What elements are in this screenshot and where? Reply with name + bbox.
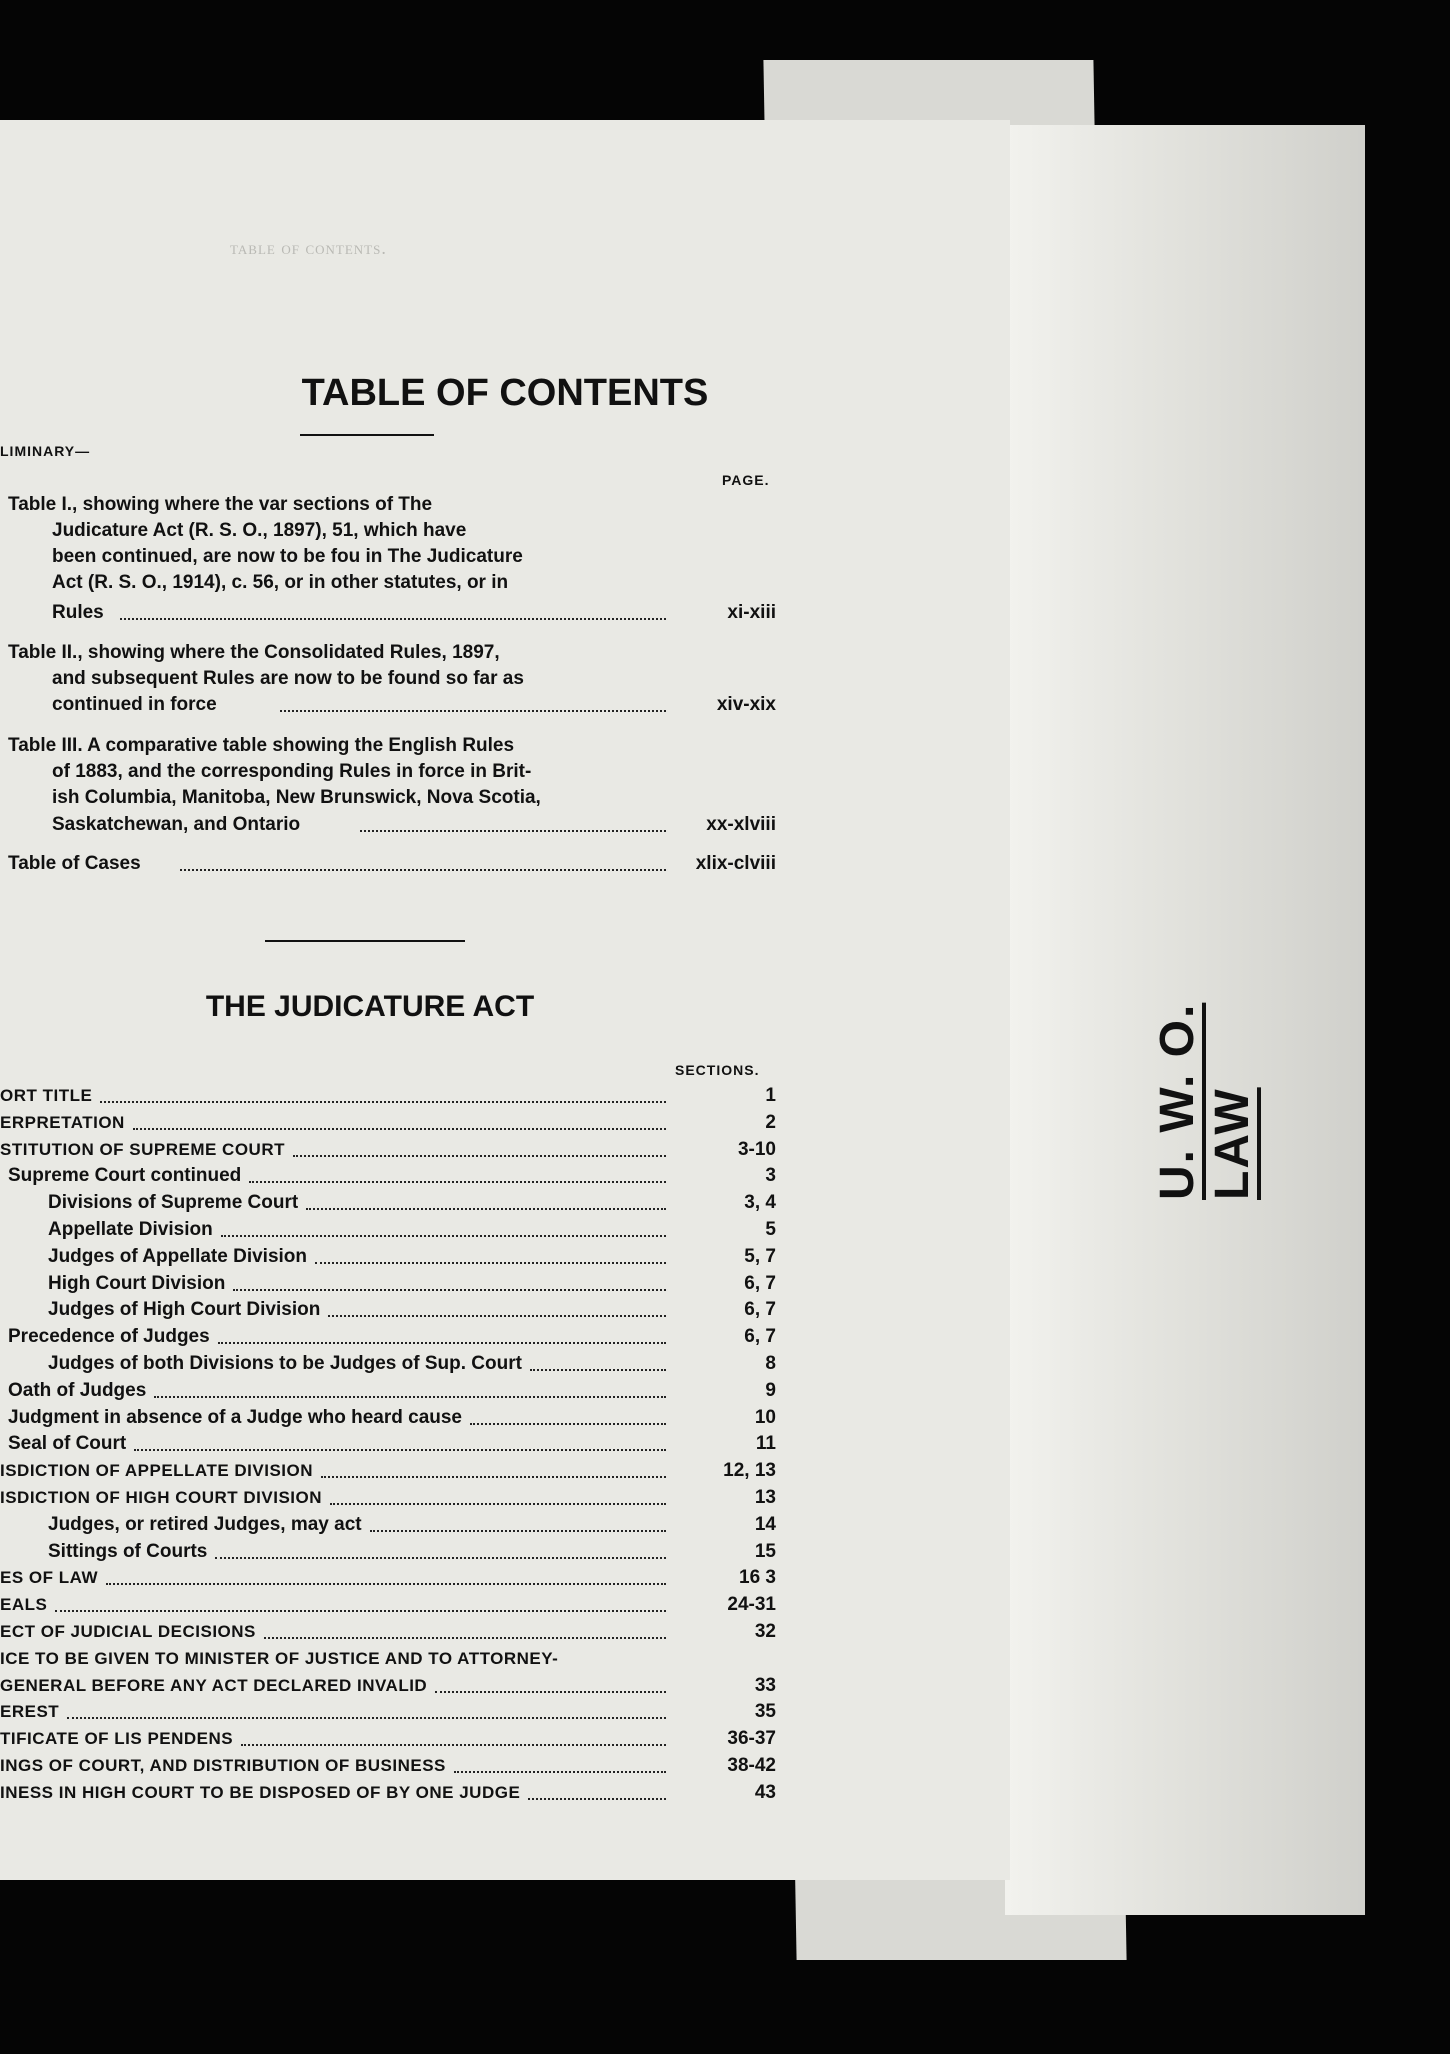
section-numbers: 38-42 (727, 1755, 776, 1776)
section-numbers: 11 (755, 1433, 776, 1455)
library-stamp: U. W. O. LAW (1151, 1002, 1259, 1200)
dot-leader (154, 1377, 666, 1398)
act-row-title: Oath of Judges (8, 1379, 147, 1401)
table-entry-1[interactable]: Table I., showing where the var sections of The Judicature Act (R. S. O., 1897), 51, which have been continued, are now to be fou in The Judicature Act (R. S. O., 1914), c. 56, or in other statutes, or in (8, 494, 523, 593)
dot-leader (370, 1511, 666, 1532)
dot-leader (530, 1350, 666, 1371)
act-row-title: Sittings of Courts (48, 1540, 208, 1562)
table-entry-3[interactable]: Table III. A comparative table showing the English Rules of 1883, and the corresponding Rules in force in Brit- ish Columbia, Manitoba, New Brunswick, Nova Scotia, (8, 735, 541, 808)
section-numbers: 8 (765, 1353, 776, 1374)
act-contents-row[interactable] (0, 1109, 776, 1136)
act-contents-row[interactable] (0, 1216, 776, 1243)
act-contents-row[interactable] (0, 1645, 776, 1672)
act-row-title: EALS (0, 1595, 48, 1615)
act-row-title: GENERAL BEFORE ANY ACT DECLARED INVALID (0, 1675, 428, 1695)
dot-leader (106, 1564, 666, 1585)
section-numbers: 10 (754, 1406, 776, 1428)
act-row-title: Seal of Court (8, 1433, 127, 1455)
act-contents-row[interactable] (0, 1162, 776, 1189)
dot-leader (306, 1189, 666, 1210)
act-row-title: Divisions of Supreme Court (48, 1192, 299, 1214)
dot-leader (249, 1162, 666, 1183)
section-numbers: 43 (754, 1781, 776, 1803)
act-row-title: STITUTION OF SUPREME COURT (0, 1139, 285, 1159)
page-ref: xi-xiii (727, 602, 776, 623)
act-row-title: Judgment in absence of a Judge who heard cause (8, 1406, 462, 1428)
contents-page (0, 120, 1010, 1880)
act-row-title: ORT TITLE (0, 1086, 93, 1105)
act-row-title: Judges, or retired Judges, may act (48, 1513, 362, 1535)
act-contents-row[interactable] (0, 1752, 776, 1779)
section-numbers: 3, 4 (744, 1192, 776, 1214)
act-row-title: ES OF LAW (0, 1568, 98, 1588)
act-row-title: Appellate Division (48, 1219, 213, 1240)
section-numbers: 16 3 (739, 1567, 776, 1589)
dot-leader (454, 1752, 666, 1773)
act-contents-row[interactable] (0, 1538, 776, 1565)
dot-leader (233, 1270, 666, 1291)
page-ref: xx-xlviii (706, 814, 776, 835)
act-contents-row[interactable] (0, 1564, 776, 1591)
table-of-cases-entry[interactable]: Table of Cases xlix-clviii (8, 850, 776, 877)
section-numbers: 33 (754, 1674, 776, 1696)
section-numbers: 15 (754, 1540, 776, 1562)
section-numbers: 6, 7 (744, 1272, 776, 1294)
act-contents-row[interactable] (0, 1323, 776, 1350)
section-numbers: 3 (765, 1165, 776, 1187)
page-ref: xiv-xix (716, 694, 776, 715)
act-row-title: ECT OF JUDICIAL DECISIONS (0, 1622, 256, 1641)
page-ref: xlix-clviii (695, 853, 776, 874)
sections-column-label: SECTIONS. (675, 1062, 760, 1078)
act-contents-row[interactable] (0, 1484, 776, 1511)
act-row-title: ISDICTION OF APPELLATE DIVISION (0, 1461, 314, 1481)
act-contents-row[interactable] (0, 1082, 776, 1109)
dot-leader (528, 1779, 666, 1800)
dot-leader (315, 1243, 666, 1264)
act-contents-row[interactable] (0, 1243, 776, 1270)
act-row-title: TIFICATE OF LIS PENDENS (0, 1729, 234, 1749)
act-contents-row[interactable] (0, 1430, 776, 1457)
dot-leader (221, 1216, 666, 1237)
act-contents-row[interactable] (0, 1136, 776, 1163)
section-numbers: 24-31 (727, 1594, 776, 1616)
section-numbers: 5 (765, 1219, 776, 1240)
act-contents-row[interactable] (0, 1725, 776, 1752)
act-row-title: High Court Division (48, 1272, 226, 1294)
dot-leader (100, 1082, 666, 1103)
act-contents-row[interactable] (0, 1457, 776, 1484)
act-row-title: ERPRETATION (0, 1112, 125, 1132)
act-row-title: INESS IN HIGH COURT TO BE DISPOSED OF BY ONE JUDGE (0, 1782, 521, 1802)
dot-leader (470, 1404, 666, 1425)
act-contents-row[interactable] (0, 1270, 776, 1297)
section-numbers: 32 (754, 1621, 776, 1642)
dot-leader (218, 1323, 666, 1344)
section-numbers: 14 (754, 1513, 776, 1535)
section-numbers: 3-10 (737, 1138, 776, 1160)
act-contents-row[interactable] (0, 1672, 776, 1699)
act-contents-row[interactable] (0, 1511, 776, 1538)
section-numbers: 9 (765, 1379, 776, 1401)
act-contents-row[interactable] (0, 1377, 776, 1404)
table-entry-2-page-line: continued in force xiv-xix (52, 691, 776, 718)
section-numbers: 5, 7 (744, 1245, 776, 1267)
act-contents-row[interactable] (0, 1779, 776, 1806)
section-numbers: 6, 7 (744, 1299, 776, 1321)
dot-leader (328, 1296, 666, 1317)
dot-leader (55, 1591, 666, 1612)
title-rule (300, 434, 434, 436)
dot-leader (67, 1698, 666, 1719)
act-contents-row[interactable] (0, 1698, 776, 1725)
table-entry-1-page-line: Rules xi-xiii (52, 599, 776, 626)
act-title: THE JUDICATURE ACT (205, 990, 535, 1023)
act-row-title: Precedence of Judges (8, 1326, 210, 1348)
act-contents-row[interactable] (0, 1350, 776, 1377)
act-contents-row[interactable] (0, 1591, 776, 1618)
act-contents-row[interactable] (0, 1296, 776, 1323)
page-column-label: PAGE. (722, 472, 770, 488)
section-numbers: 36-37 (727, 1728, 776, 1750)
dot-leader (215, 1538, 666, 1559)
act-contents-row[interactable] (0, 1404, 776, 1431)
table-entry-3-page-line: Saskatchewan, and Ontario xx-xlviii (52, 811, 776, 838)
section-numbers: 6, 7 (744, 1326, 776, 1348)
dot-leader (133, 1109, 666, 1130)
dot-leader (330, 1484, 666, 1505)
bleed-through-text: table of contents. (230, 238, 387, 258)
act-row-title: Judges of both Divisions to be Judges of Sup. Court (48, 1353, 522, 1374)
act-row-title: Supreme Court continued (8, 1165, 242, 1187)
act-row-title: Judges of High Court Division (48, 1299, 321, 1321)
section-rule (265, 940, 465, 942)
dot-leader (264, 1618, 666, 1639)
act-contents-row[interactable] (0, 1189, 776, 1216)
section-numbers: 1 (765, 1085, 776, 1106)
table-entry-2[interactable]: Table II., showing where the Consolidated Rules, 1897, and subsequent Rules are now to be found so far as (8, 642, 524, 689)
dot-leader (435, 1672, 666, 1693)
section-numbers: 13 (754, 1487, 776, 1508)
page-title: TABLE OF CONTENTS (301, 372, 709, 414)
act-row-title: ISDICTION OF HIGH COURT DIVISION (0, 1488, 323, 1507)
section-numbers: 2 (765, 1111, 776, 1133)
act-row-title: ICE TO BE GIVEN TO MINISTER OF JUSTICE AND TO ATTORNEY- (0, 1648, 559, 1668)
dot-leader (321, 1457, 666, 1478)
section-numbers: 35 (754, 1701, 776, 1723)
dot-leader (241, 1725, 666, 1746)
preliminary-label: LIMINARY— (0, 443, 91, 459)
act-row-title: EREST (0, 1702, 60, 1722)
section-numbers: 12, 13 (723, 1460, 776, 1482)
act-contents-row[interactable] (0, 1618, 776, 1645)
act-row-title: INGS OF COURT, AND DISTRIBUTION OF BUSINESS (0, 1756, 446, 1775)
dot-leader (293, 1136, 666, 1157)
dot-leader (134, 1430, 666, 1451)
act-row-title: Judges of Appellate Division (48, 1245, 308, 1267)
